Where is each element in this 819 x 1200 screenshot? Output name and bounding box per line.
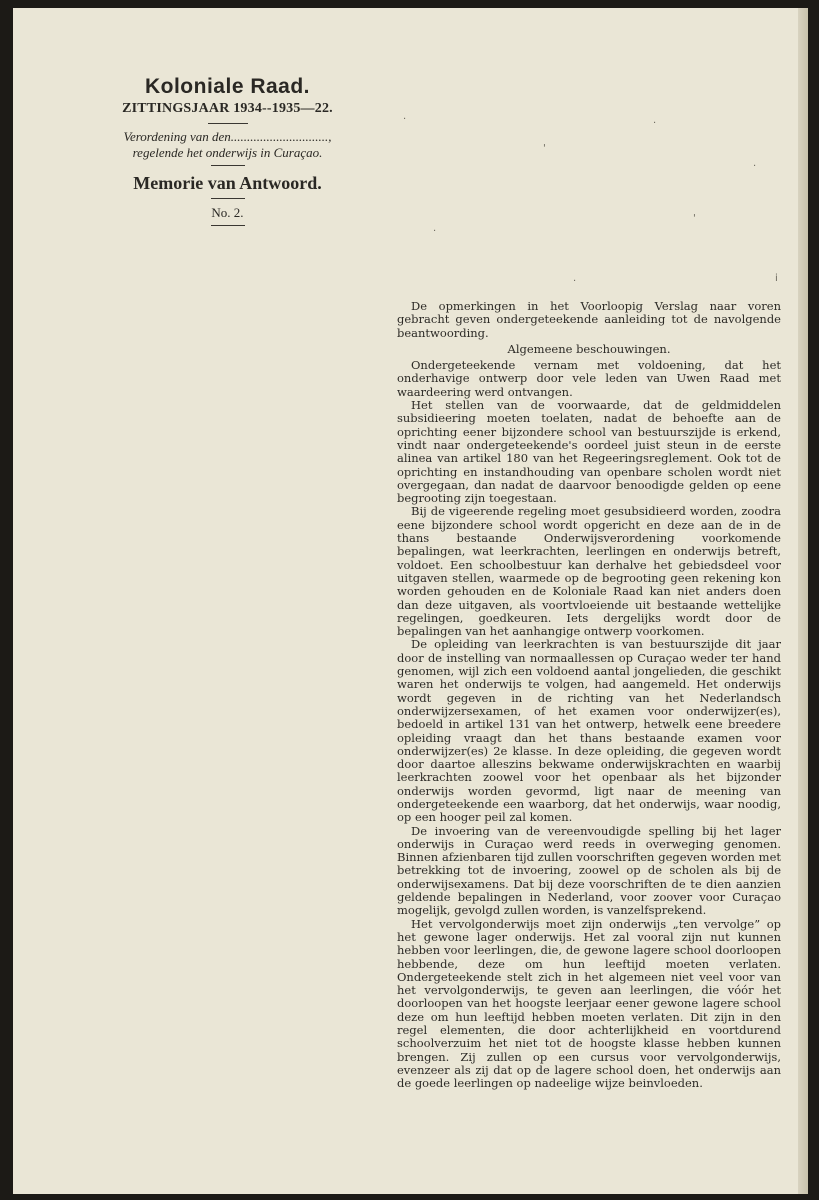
paragraph: Ondergeteekende vernam met voldoening, dat het onderhavige ontwerp door vele leden van Uwen Raad met waardeering werd ontvangen.: [397, 358, 781, 399]
document-type-title: Memorie van Antwoord.: [133, 173, 322, 193]
council-title: Koloniale Raad.: [144, 75, 311, 98]
subtitle-line-1: Verordening van den..............................,: [123, 129, 332, 144]
paragraph: Bij de vigeerende regeling moet gesubsidieerd worden, zoodra eene bijzondere school wordt opgericht en deze aan de in de thans bestaande Onderwijsverordening voorkomende bepalingen, wat leerkrachten, leerlingen en onderwijs betreft, voldoet. Een schoolbestuur kan derhalve het gebiedsdeel voor uitgaven stellen, waarmede op de begrooting geen rekening kon worden gehouden en de Koloniale Raad kan niet anders doen dan deze uitgaven, als voortvloeiende uit bestaande wettelijke regelingen, goedkeuren. Iets dergelijks wordt door de bepalingen van het aanhangige ontwerp voorkomen.: [397, 504, 781, 639]
divider: [211, 225, 245, 226]
paragraph: De opmerkingen in het Voorloopig Verslag naar voren gebracht geven ondergeteekende aanleiding tot de navolgende beantwoording.: [397, 299, 781, 340]
paragraph: Het stellen van de voorwaarde, dat de geldmiddelen subsidieering moeten toelaten, nadat de behoefte aan de oprichting eener bijzondere school van bestuurszijde is erkend, vindt naar ondergeteekende's oordeel juist steun in de eerste alinea van artikel 180 van het Regeeringsreglement. Ook tot de oprichting en instandhouding van openbare scholen wordt niet overgegaan, dan nadat de daarvoor benoodigde gelden op eene begrooting zijn toegestaan.: [397, 398, 781, 506]
subtitle-line-2: regelende het onderwijs in Curaçao.: [132, 145, 323, 160]
divider: [211, 165, 245, 166]
bleed-through-specks: . ' . . . ' . i: [403, 111, 778, 284]
paragraph: De invoering van de vereenvoudigde spelling bij het lager onderwijs in Curaçao werd reeds in overweging genomen. Binnen afzienbaren tijd zullen voorschriften gegeven worden met betrekking tot de invoering, zoowel op de scholen als bij de onderwijsexamens. Dat bij deze voorschriften de te dien aanzien geldende bepalingen in Nederland, voor zoover voor Curaçao mogelijk, gevolgd zullen worden, is vanzelfsprekend.: [397, 823, 781, 918]
paragraph: Het vervolgonderwijs moet zijn onderwijs „ten vervolge” op het gewone lager onderwijs. Het zal vooral zijn nut kunnen hebben voor leerlingen, die, de gewone lagere school doorloopen hebbende, deze om hun leeftijd moeten verlaten. Ondergeteekende stelt zich in het algemeen niet veel voor van het vervolgonderwijs, te geven aan leerlingen, die vóór het doorloopen van het hoogste leerjaar eener gewone lagere school deze om hun leeftijd hebben moeten verlaten. Dit zijn in den regel elementen, die door achterlijkheid en voortdurend schoolverzuim het niet tot de hoogste klasse hebben kunnen brengen. Zij zullen op een cursus voor vervolgonderwijs, evenzeer als zij dat op de lagere school doen, het onderwijs aan de goede leerlingen op nadeelige wijze beinvloeden.: [397, 916, 781, 1091]
body-text: [397, 300, 781, 1091]
page-edge: [798, 8, 808, 1194]
paragraph: De opleiding van leerkrachten is van bestuurszijde dit jaar door de instelling van normaallessen op Curaçao weder ter hand genomen, wijl zich een voldoend aantal jongelieden, die geschikt waren het onderwijs te volgen, had aangemeld. Het onderwijs wordt gegeven in de richting van het Nederlandsch onderwijzersexamen, of het examen voor onderwijzer(es), bedoeld in artikel 131 van het ontwerp, hetwelk eene breedere opleiding vraagt dan het thans bestaande examen voor onderwijzer(es) 2e klasse. In deze opleiding, die gegeven wordt door daartoe alleszins bekwame onderwijskrachten en waarbij leerkrachten zoowel voor het openbaar als het bijzonder onderwijs worden gevormd, ligt naar de meening van ondergeteekende een waarborg, dat het onderwijs, waar noodig, op een hooger peil zal komen.: [397, 637, 781, 825]
section-heading: Algemeene beschouwingen.: [507, 341, 671, 356]
document-page: [13, 8, 808, 1194]
divider: [211, 198, 245, 199]
divider: [208, 123, 248, 124]
session-year: ZITTINGSJAAR 1934--1935—22.: [122, 101, 333, 116]
document-number: No. 2.: [211, 205, 244, 220]
document-header: [100, 75, 355, 232]
